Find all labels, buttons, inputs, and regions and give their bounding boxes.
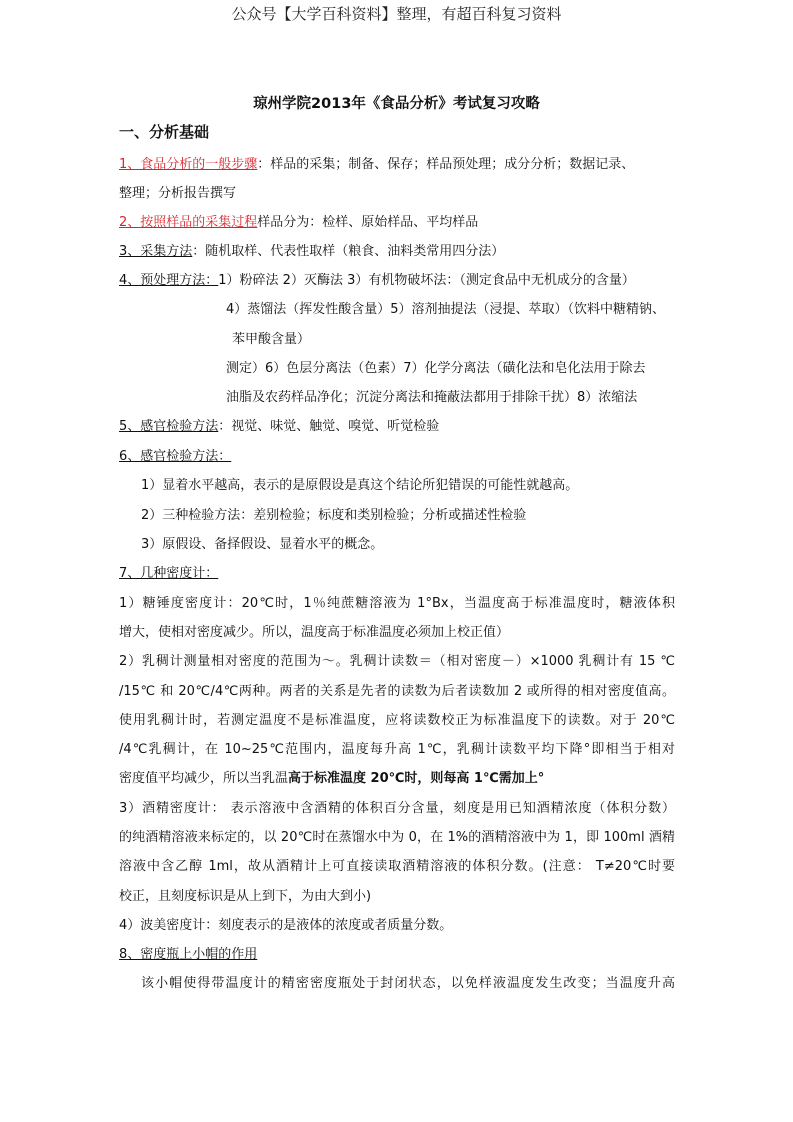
document-title: 琼州学院2013年《食品分析》考试复习攻略 xyxy=(253,96,540,112)
paragraph-2-line-5 xyxy=(119,767,544,786)
item-4-cont-2: 苯甲酸含量） xyxy=(232,332,311,347)
item-5-text: ：视觉、味觉、触觉、嗅觉、听觉检验 xyxy=(218,419,440,434)
paragraph-1-line-1: 1）糖锤度密度计：20℃时，1％纯蔗糖溶液为 1°Bx，当温度高于标准温度时，糖液体积 xyxy=(119,596,675,611)
item-4-text: 1）粉碎法 2）灭酶法 3）有机物破坏法：（测定食品中无机成分的含量） xyxy=(218,273,635,288)
item-6-sub-1: 1）显着水平越高，表示的是原假设是真这个结论所犯错误的可能性就越高。 xyxy=(141,478,579,493)
item-6-heading: 6、感官检验方法： xyxy=(119,449,232,464)
paragraph-2-text: 密度值平均减少，所以当乳温 xyxy=(119,771,289,786)
paragraph-3-line-4: 校正，且刻度标识是从上到下，为由大到小) xyxy=(119,889,372,904)
paragraph-3-line-1: 3）酒精密度计： 表示溶液中含酒精的体积百分含量，刻度是用已知酒精浓度（体积分数） xyxy=(119,801,675,816)
item-7 xyxy=(119,562,218,581)
item-4-heading: 4、预处理方法： xyxy=(119,273,219,288)
paragraph-2-bold-text: 高于标准温度 20℃时，则每高 1℃需加上° xyxy=(288,771,545,786)
paragraph-4: 4）波美密度计：刻度表示的是液体的浓度或者质量分数。 xyxy=(119,918,453,933)
item-2-heading: 2、按照样品的采集过程 xyxy=(119,215,258,230)
item-6 xyxy=(119,445,231,464)
paragraph-2-line-1: 2）乳稠计测量相对密度的范围为～。乳稠计读数＝（相对密度－）×1000 乳稠计有 15 ℃ xyxy=(119,654,675,669)
item-3-text: ：随机取样、代表性取样（粮食、油料类常用四分法） xyxy=(192,244,505,259)
item-5-heading: 5、感官检验方法 xyxy=(119,419,219,434)
item-4-cont-1: 4）蒸馏法（挥发性酸含量）5）溶剂抽提法（浸提、萃取）（饮料中糖精钠、 xyxy=(226,302,666,317)
item-8 xyxy=(119,943,257,962)
paragraph-2-line-2: /15℃ 和 20℃/4℃两种。两者的关系是先者的读数为后者读数加 2 或所得的相对密度值高。 xyxy=(119,684,675,699)
item-6-sub-2: 2）三种检验方法：差别检验；标度和类别检验；分析或描述性检验 xyxy=(141,508,527,523)
item-3-heading: 3、采集方法 xyxy=(119,244,193,259)
item-3 xyxy=(119,240,504,259)
item-7-heading: 7、几种密度计： xyxy=(119,566,219,581)
item-4 xyxy=(119,269,635,288)
item-6-sub-3: 3）原假设、备择假设、显着水平的概念。 xyxy=(141,537,384,552)
paragraph-3-line-2: 的纯酒精溶液来标定的，以 20℃时在蒸馏水中为 0，在 1%的酒精溶液中为 1，即 100ml 酒精 xyxy=(119,830,675,845)
item-1 xyxy=(119,153,634,172)
item-4-cont-4: 油脂及农药样品净化；沉淀分离法和掩蔽法都用于排除干扰）8）浓缩法 xyxy=(226,390,638,405)
page-header: 公众号【大学百科资料】整理，有超百科复习资料 xyxy=(231,5,562,23)
item-8-heading: 8、密度瓶上小帽的作用 xyxy=(119,947,258,962)
item-5 xyxy=(119,415,439,434)
item-2 xyxy=(119,211,478,230)
paragraph-2-line-4: /4℃乳稠计，在 10~25℃范围内，温度每升高 1℃，乳稠计读数平均下降°即相当于相对 xyxy=(119,742,675,757)
paragraph-2-line-3: 使用乳稠计时，若测定温度不是标准温度，应将读数校正为标准温度下的读数。对于 20℃ xyxy=(119,713,675,728)
item-1-heading: 1、食品分析的一般步骤 xyxy=(119,157,258,172)
item-1-cont: 整理；分析报告撰写 xyxy=(119,186,237,201)
paragraph-1-line-2: 增大，使相对密度减少。所以，温度高于标准温度必须加上校正值） xyxy=(119,625,510,640)
item-2-text: 样品分为：检样、原始样品、平均样品 xyxy=(257,215,479,230)
paragraph-3-line-3: 溶液中含乙醇 1ml，故从酒精计上可直接读取酒精溶液的体积分数。(注意： T≠20℃时要 xyxy=(119,859,675,874)
item-1-text: ：样品的采集；制备、保存；样品预处理；成分分析；数据记录、 xyxy=(257,157,635,172)
section-heading: 一、分析基础 xyxy=(119,123,210,141)
item-4-cont-3: 测定）6）色层分离法（色素）7）化学分离法（磺化法和皂化法用于除去 xyxy=(226,361,646,376)
item-8-text: 该小帽使得带温度计的精密密度瓶处于封闭状态，以免样液温度发生改变；当温度升高 xyxy=(141,976,675,991)
